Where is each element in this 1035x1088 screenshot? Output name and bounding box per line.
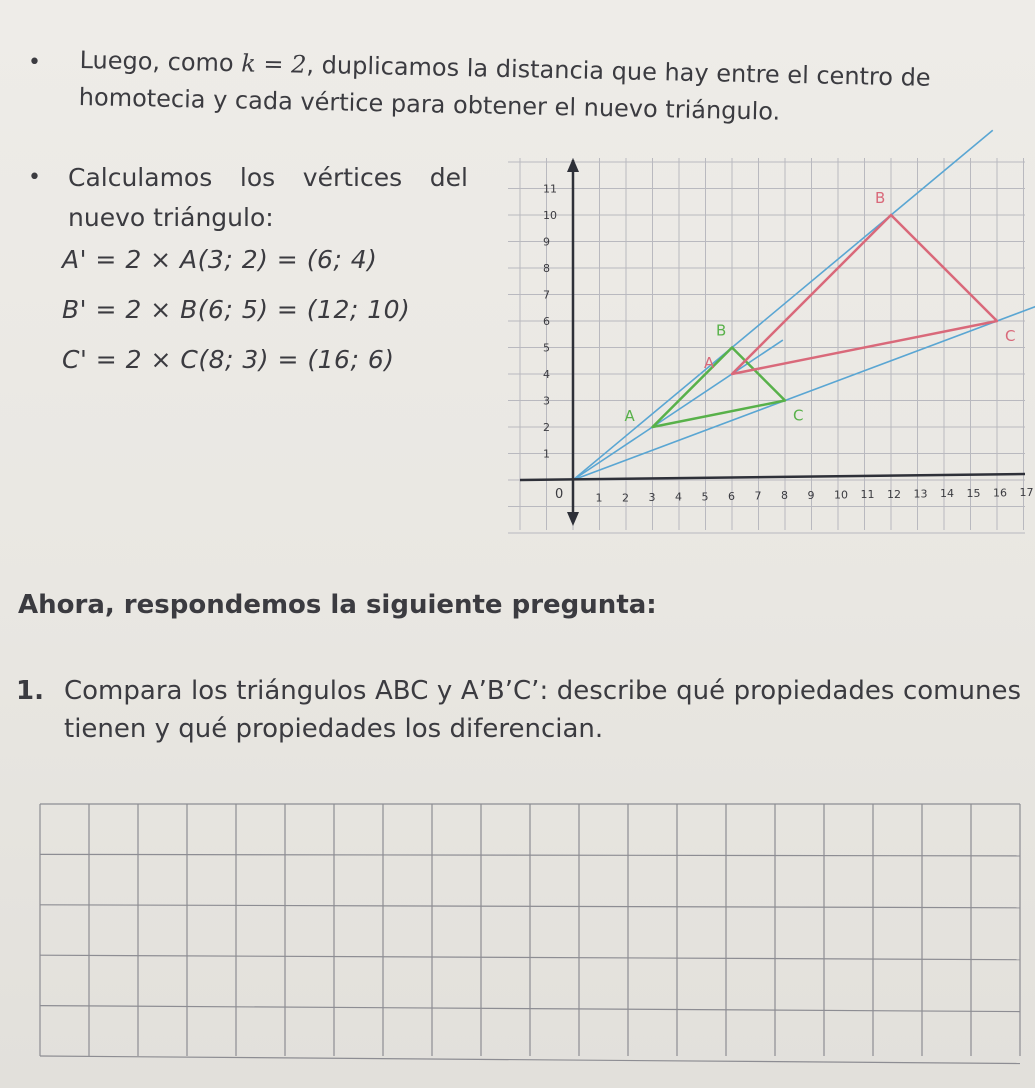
x-tick-label: 15 <box>966 486 981 500</box>
equation-b: B' = 2 × B(6; 5) = (12; 10) <box>62 295 411 324</box>
y-tick-label: 3 <box>543 394 550 408</box>
x-tick-label: 10 <box>834 488 848 502</box>
question-1 <box>16 672 1021 748</box>
graph-labels <box>543 183 1034 505</box>
y-tick-label: 10 <box>543 209 557 222</box>
x-tick-label: 2 <box>622 491 629 505</box>
x-tick-label: 1 <box>595 491 603 505</box>
x-tick-label: 7 <box>754 489 762 503</box>
intro-prefix: Luego, como <box>79 45 242 78</box>
coordinate-graph <box>500 150 1034 540</box>
intro-paragraph <box>78 42 1024 136</box>
bullet-point: • <box>28 50 41 75</box>
vertex-label: A <box>624 407 635 425</box>
y-tick-label: 4 <box>543 368 550 381</box>
x-tick-label: 6 <box>728 489 735 503</box>
homothety-rays <box>573 130 1035 480</box>
equation-a: A' = 2 × A(3; 2) = (6; 4) <box>62 245 378 274</box>
k-expression: k = 2 <box>240 49 307 79</box>
x-tick-label: 5 <box>701 490 709 504</box>
x-tick-label: 16 <box>993 486 1007 500</box>
x-tick-label: 8 <box>781 489 788 503</box>
y-tick-label: 7 <box>543 288 550 302</box>
vertex-label-prime: A <box>704 354 715 372</box>
y-tick-label: 5 <box>543 341 550 355</box>
x-tick-label: 17 <box>1019 486 1034 500</box>
answer-grid[interactable] <box>38 800 1023 1065</box>
x-tick-label: 12 <box>887 487 901 501</box>
x-tick-label: 14 <box>940 487 954 501</box>
question-text: Compara los triángulos ABC y A’B’C’: describe qué propiedades comunes tienen y qué propiedades los diferencian. <box>64 676 1021 744</box>
x-axis <box>520 474 1025 480</box>
y-tick-label: 1 <box>543 447 550 461</box>
bullet-point: • <box>28 165 41 190</box>
x-tick-label: 9 <box>807 488 815 502</box>
homothety-ray <box>573 130 993 480</box>
y-tick-label: 2 <box>543 421 550 434</box>
y-axis-arrow-up <box>567 158 579 172</box>
x-tick-label: 4 <box>675 490 682 504</box>
y-tick-label: 6 <box>543 315 550 328</box>
intro-suffix: , duplicamos la distancia que hay entre el centro de homotecia y cada vértice para obtener el nuevo triángulo. <box>78 50 931 126</box>
y-tick-label: 9 <box>543 235 550 249</box>
x-tick-label: 3 <box>648 490 656 504</box>
x-tick-label: 13 <box>913 487 928 501</box>
y-tick-label: 8 <box>543 262 550 275</box>
question-number: 1. <box>16 676 44 706</box>
vertex-label: B <box>716 321 727 340</box>
vertex-label: C <box>793 406 804 425</box>
vertex-label-prime: C <box>1005 327 1016 345</box>
y-axis-arrow-down <box>567 512 579 526</box>
x-tick-label: 11 <box>860 488 875 502</box>
origin-label: 0 <box>555 487 564 502</box>
calculation-intro: Calculamos los vértices del nuevo triángulo: <box>68 163 468 232</box>
triangle-abc <box>653 348 786 428</box>
y-tick-label: 11 <box>543 182 557 196</box>
answer-grid-line <box>40 1056 1020 1064</box>
equation-c: C' = 2 × C(8; 3) = (16; 6) <box>62 345 395 374</box>
homothety-ray <box>573 340 783 480</box>
vertex-label-prime: B <box>875 189 886 207</box>
question-heading: Ahora, respondemos la siguiente pregunta: <box>18 590 657 620</box>
